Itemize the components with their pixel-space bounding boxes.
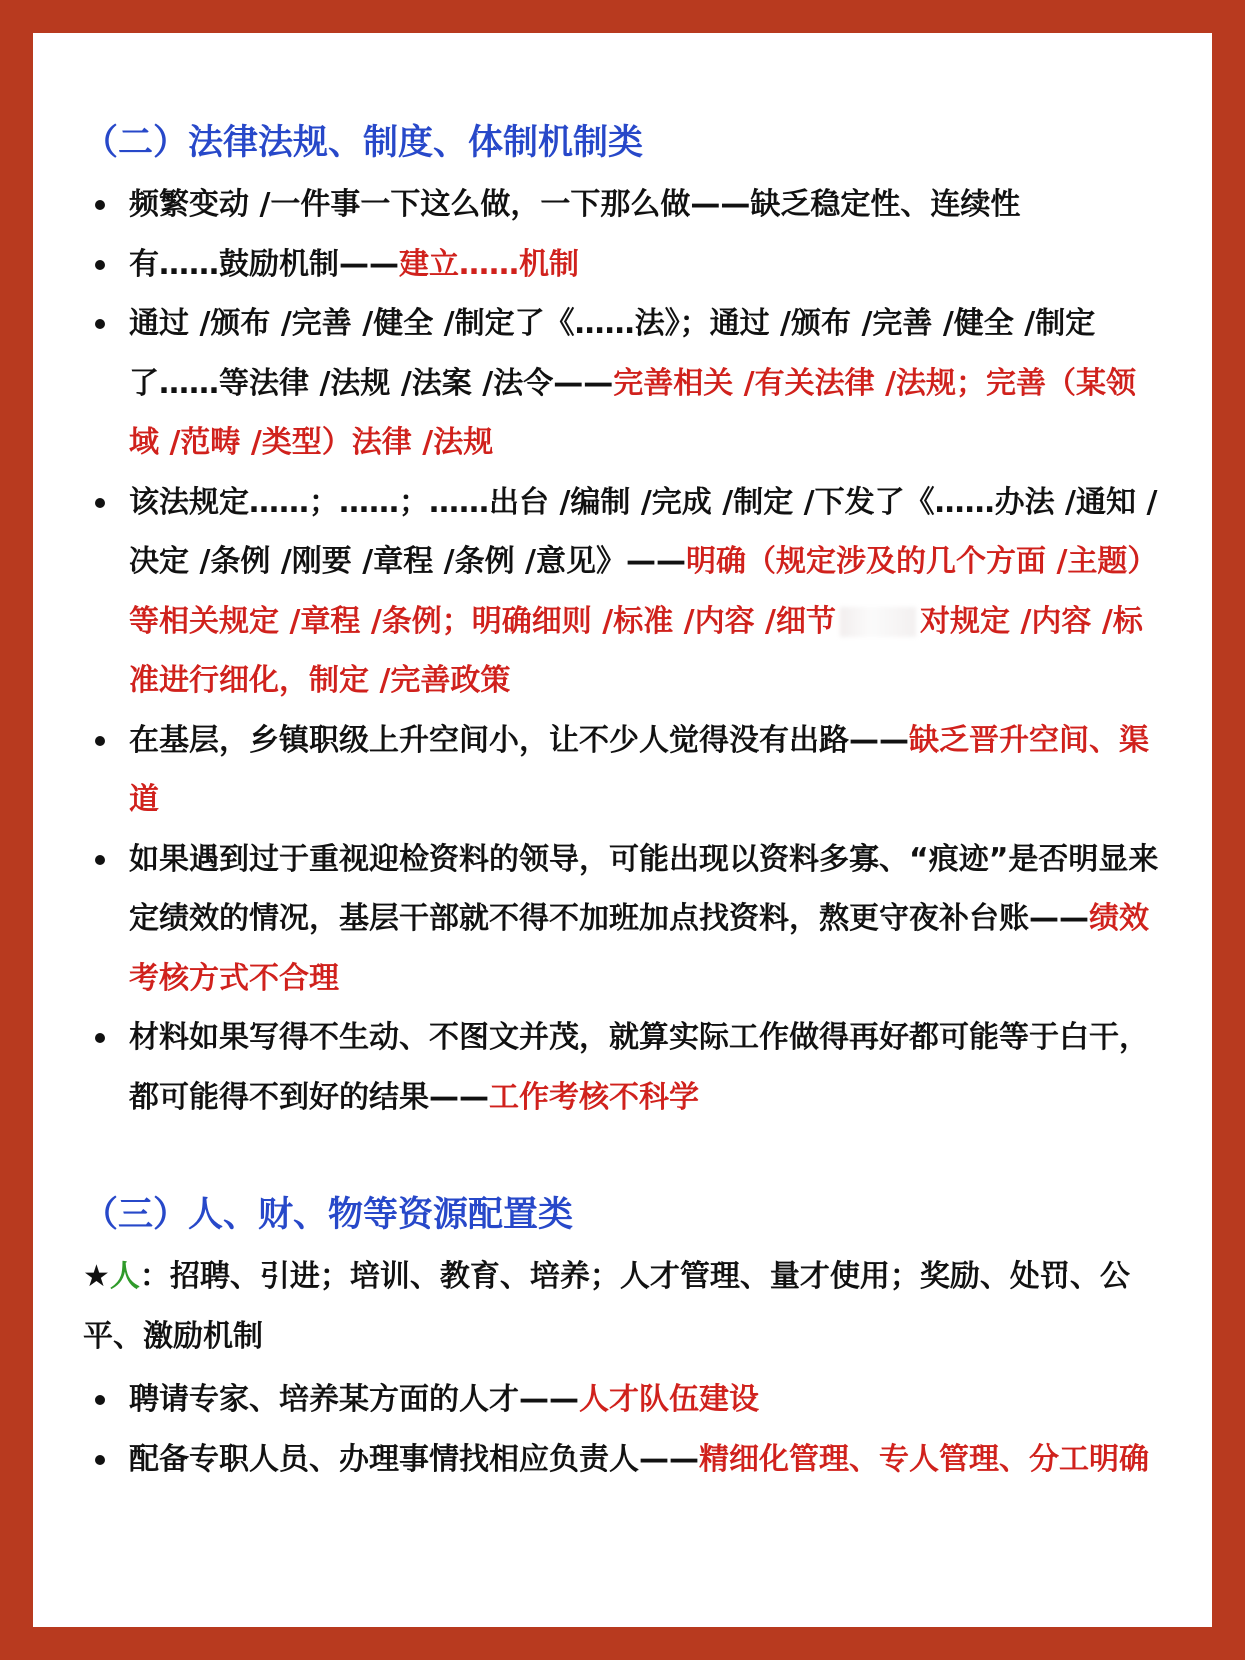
bullet-icon (95, 498, 105, 508)
item-text: 配备专职人员、办理事情找相应负责人—— (129, 1441, 699, 1477)
keyword-people: 人 (109, 1259, 140, 1294)
item-highlight: 精细化管理、专人管理、分工明确 (699, 1441, 1149, 1477)
list-item (83, 830, 1162, 1009)
item-highlight: 人才队伍建设 (579, 1382, 759, 1417)
bullet-icon (95, 200, 105, 210)
bullet-icon (95, 855, 105, 865)
item-text: 通过 /颁布 /完善 /健全 /制定了《……法》；通过 /颁布 /完善 /健全 /制定了……等法律 /法规 /法案 /法令—— (129, 306, 1096, 401)
item-text: 聘请专家、培养某方面的人才—— (129, 1382, 579, 1417)
document-card (33, 33, 1212, 1627)
bullet-icon (95, 1395, 105, 1405)
resources-list (83, 1370, 1162, 1489)
item-text: 该法规定……；……；……出台 /编制 /完成 /制定 /下发了《……办法 /通知 / 决定 /条例 /刚要 /章程 /条例 /意见》—— (129, 484, 1158, 579)
item-highlight: 缺乏晋升空间、渠道 (129, 722, 1149, 817)
list-item (83, 1370, 1162, 1430)
list-item (83, 294, 1162, 473)
section-title-resources: （三）人、财、物等资源配置类 (83, 1195, 574, 1235)
item-highlight: 工作考核不科学 (489, 1079, 699, 1115)
item-highlight: 明确（规定涉及的几个方面 /主题）等相关规定 /章程 /条例；明确细则 /标准 /内容 /细节 (129, 544, 1158, 639)
section-title-laws: （二）法律法规、制度、体制机制类 (83, 123, 644, 163)
item-highlight: 建立……机制 (399, 246, 579, 282)
bullet-icon (95, 260, 105, 270)
blurred-redaction (840, 607, 916, 637)
item-text: 有……鼓励机制—— (129, 246, 399, 282)
list-item (83, 1430, 1162, 1490)
list-item (83, 711, 1162, 830)
list-item (83, 1008, 1162, 1127)
bullet-icon (95, 1455, 105, 1465)
item-text: 如果遇到过于重视迎检资料的领导，可能出现以资料多寡、“痕迹”是否明显来定绩效的情况，基层干部就不得不加班加点找资料，熬更守夜补台账—— (129, 841, 1159, 936)
star-icon: ★ (83, 1259, 110, 1294)
list-item (83, 235, 1162, 295)
bullet-icon (95, 736, 105, 746)
item-highlight-continued: 对规定 /内容 /标准进行细化，制定 /完善政策 (129, 603, 1143, 698)
item-highlight: 完善相关 /有关法律 /法规；完善（某领域 /范畴 /类型）法律 /法规 (129, 365, 1137, 460)
bullet-icon (95, 1033, 105, 1043)
item-text: 在基层，乡镇职级上升空间小，让不少人觉得没有出路—— (129, 722, 909, 758)
people-summary-text: ：招聘、引进；培训、教育、培养；人才管理、量才使用；奖励、处罚、公平、激励机制 (83, 1259, 1130, 1354)
item-highlight: 绩效考核方式不合理 (129, 901, 1149, 996)
item-text: 材料如果写得不生动、不图文并茂，就算实际工作做得再好都可能等于白干，都可能得不到好的结果—— (129, 1020, 1149, 1115)
laws-list (83, 175, 1162, 1127)
bullet-icon (95, 319, 105, 329)
list-item (83, 473, 1162, 711)
item-text: 频繁变动 /一件事一下这么做，一下那么做——缺乏稳定性、连续性 (129, 187, 1021, 222)
list-item (83, 175, 1162, 235)
people-summary (83, 1247, 1162, 1366)
